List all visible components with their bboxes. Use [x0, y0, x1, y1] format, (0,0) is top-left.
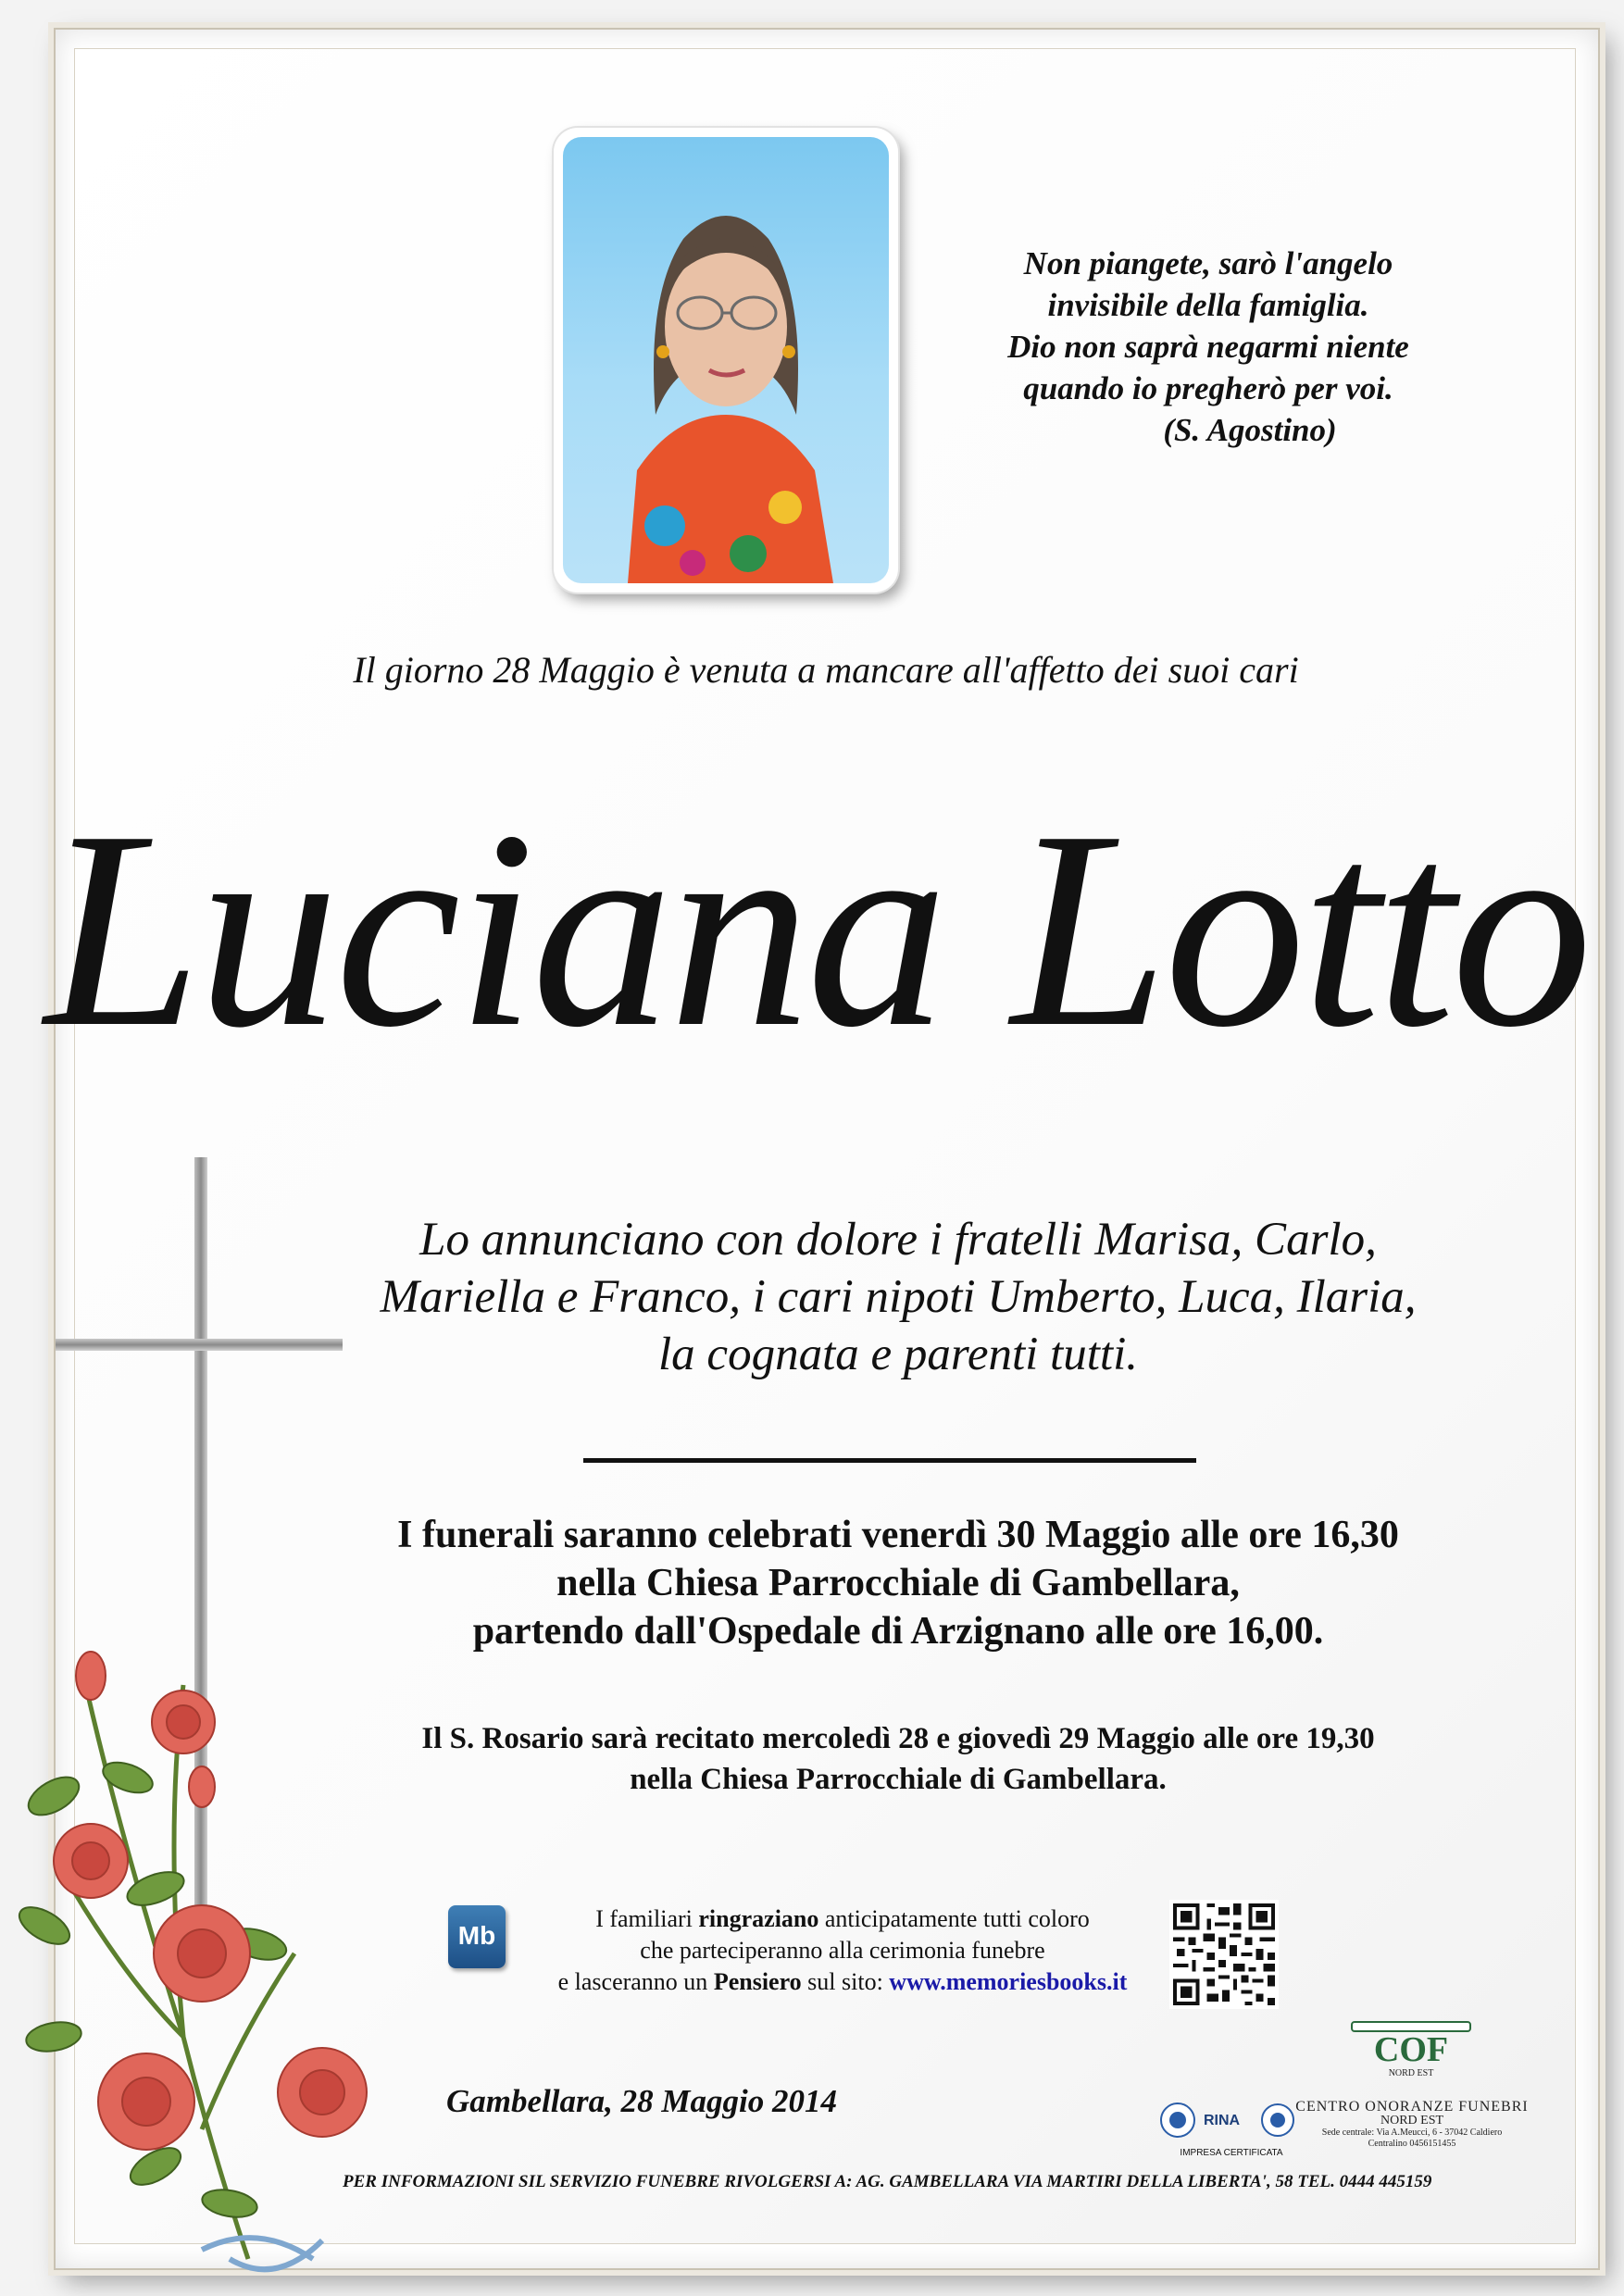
thanks-line-3: [463, 1966, 1222, 1998]
quote-line: Dio non saprà negarmi niente: [1007, 329, 1409, 365]
agency-phone: Centralino 0456151455: [1368, 2139, 1456, 2149]
rose-flower: [54, 1824, 128, 1898]
funeral-line: I funerali saranno celebrati venerdì 30 Maggio alle ore 16,30: [397, 1514, 1399, 1556]
quote-line: Non piangete, sarò l'angelo: [1023, 245, 1393, 281]
rose-flower: [152, 1691, 215, 1753]
place-and-date: Gambellara, 28 Maggio 2014: [446, 2083, 837, 2119]
intro-text: Il giorno 28 Maggio è venuta a mancare all'affetto dei suoi cari: [353, 649, 1299, 691]
rose-flower: [278, 2048, 367, 2137]
cof-logo-sub: NORD EST: [1388, 2068, 1434, 2078]
rose-flower: [98, 2053, 194, 2150]
thanks-text: I familiari: [595, 1905, 699, 1932]
funeral-line: nella Chiesa Parrocchiale di Gambellara,: [556, 1562, 1240, 1604]
rina-certification-logo: [1157, 2094, 1305, 2148]
thanks-text: e lasceranno un: [557, 1968, 714, 1995]
rose-flower: [154, 1905, 250, 2002]
footer-info: PER INFORMAZIONI SIL SERVIZIO FUNEBRE RIVOLGERSI A: AG. GAMBELLARA VIA MARTIRI DELLA LIBERTA', 58 TEL. 0444 445159: [343, 2172, 1432, 2191]
quote-line: invisibile della famiglia.: [1047, 287, 1369, 323]
thanks-emphasis: Pensiero: [713, 1968, 802, 1995]
memoriesbooks-icon[interactable]: Mb: [448, 1905, 506, 1968]
announcement-line: Mariella e Franco, i cari nipoti Umberto, Luca, Ilaria,: [380, 1271, 1417, 1323]
thanks-line-2: che parteciperanno alla cerimonia funebre: [640, 1937, 1045, 1964]
roses-decoration: [17, 1648, 452, 2287]
announcement-line: la cognata e parenti tutti.: [658, 1329, 1138, 1380]
portrait-illustration: [563, 137, 889, 583]
deceased-name: Luciana Lotto: [44, 772, 1590, 1085]
divider-line: [583, 1458, 1196, 1463]
thanks-emphasis: ringraziano: [698, 1905, 819, 1932]
rina-label: RINA: [1204, 2113, 1241, 2128]
memoriesbooks-link[interactable]: www.memoriesbooks.it: [889, 1968, 1128, 1995]
thanks-text: anticipatamente tutti coloro: [818, 1905, 1090, 1932]
agency-name: CENTRO ONORANZE FUNEBRI: [1295, 2099, 1529, 2115]
agency-address: Sede centrale: Via A.Meucci, 6 - 37042 Caldiero: [1321, 2128, 1503, 2138]
quote-line: quando io pregherò per voi.: [1023, 370, 1393, 406]
agency-region: NORD EST: [1380, 2114, 1444, 2128]
rosary-details: [278, 1718, 1518, 1800]
thanks-text: sul sito:: [801, 1968, 890, 1995]
portrait-photo: [563, 137, 889, 583]
announcement: [287, 1211, 1509, 1383]
thanks-note: [463, 1903, 1222, 1998]
thanks-line-1: [463, 1903, 1222, 1935]
agency-details: [1287, 2100, 1537, 2150]
portrait-frame: [554, 128, 898, 593]
certification-caption: IMPRESA CERTIFICATA: [1180, 2148, 1283, 2158]
funeral-line: partendo dall'Ospedale di Arzignano alle ore 16,00.: [472, 1610, 1324, 1653]
cof-logo-text: COF: [1373, 2030, 1449, 2069]
cof-logo: [1346, 2020, 1476, 2079]
rose-bud: [76, 1652, 106, 1700]
funeral-details: [278, 1511, 1518, 1655]
rose-flowers: [54, 1652, 367, 2150]
ribbon: [202, 2238, 322, 2269]
rose-bud: [189, 1766, 215, 1807]
memorial-quote: [977, 243, 1440, 451]
announcement-line: Lo annunciano con dolore i fratelli Marisa, Carlo,: [419, 1214, 1377, 1266]
qr-code-icon[interactable]: [1169, 1900, 1279, 2009]
quote-author: (S. Agostino): [1163, 412, 1337, 448]
rosary-line: nella Chiesa Parrocchiale di Gambellara.: [630, 1763, 1167, 1796]
rosary-line: Il S. Rosario sarà recitato mercoledì 28 e giovedì 29 Maggio alle ore 19,30: [421, 1722, 1375, 1755]
